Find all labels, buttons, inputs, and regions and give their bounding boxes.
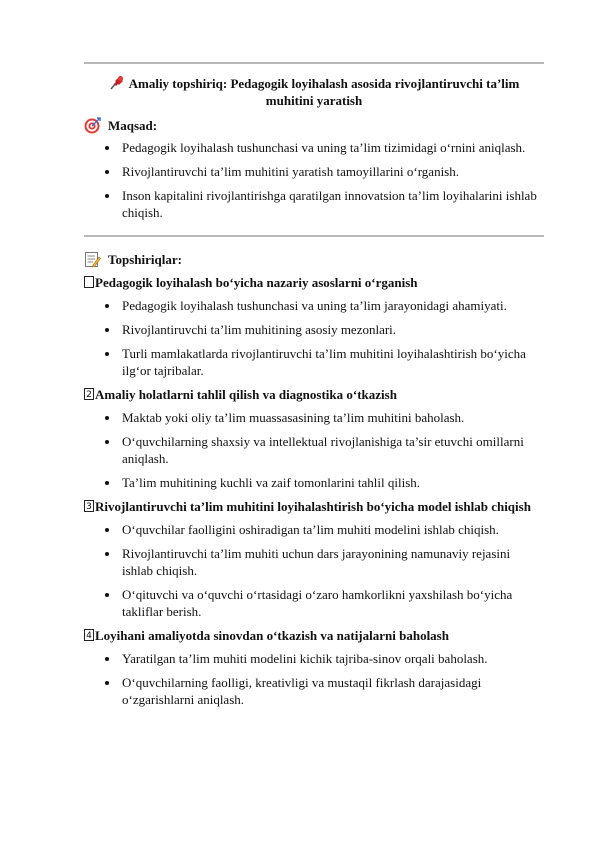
task-section-heading xyxy=(84,386,544,403)
section-number-badge: 3 xyxy=(84,500,94,512)
title-line-1: Amaliy topshiriq: Pedagogik loyihalash asosida rivojlantiruvchi ta’lim xyxy=(128,76,520,91)
list-item: O‘quvchilarning faolligi, kreativligi va mustaqil fikrlash darajasidagi o‘zgarishlarni aniqlash. xyxy=(84,674,544,708)
pushpin-icon xyxy=(109,75,125,90)
list-item: Rivojlantiruvchi ta’lim muhitini yaratish tamoyillarini o‘rganish. xyxy=(84,163,544,180)
middle-divider xyxy=(84,235,544,237)
section-bullet-list xyxy=(84,650,544,708)
top-divider xyxy=(84,62,544,64)
section-bullet-list xyxy=(84,409,544,491)
section-title: Pedagogik loyihalash bo‘yicha nazariy asoslarni o‘rganish xyxy=(95,275,418,290)
list-item: Yaratilgan ta’lim muhiti modelini kichik tajriba-sinov orqali baholash. xyxy=(84,650,544,667)
section-title: Rivojlantiruvchi ta’lim muhitini loyihalashtirish bo‘yicha model ishlab chiqish xyxy=(95,499,531,514)
document-page xyxy=(84,62,544,715)
task-section-heading xyxy=(84,498,544,515)
section-title: Amaliy holatlarni tahlil qilish va diagnostika o‘tkazish xyxy=(95,387,397,402)
list-item: Maktab yoki oliy ta’lim muassasasining ta’lim muhitini baholash. xyxy=(84,409,544,426)
list-item: Rivojlantiruvchi ta’lim muhiti uchun dars jarayonining namunaviy rejasini ishlab chiqish. xyxy=(84,545,544,579)
tasks-heading xyxy=(84,251,544,268)
list-item: Pedagogik loyihalash tushunchasi va uning ta’lim tizimidagi o‘rnini aniqlash. xyxy=(84,139,544,156)
task-section-heading xyxy=(84,274,544,291)
goal-list xyxy=(84,139,544,221)
goal-heading-label: Maqsad: xyxy=(108,118,158,133)
target-icon xyxy=(84,117,101,134)
task-section-heading xyxy=(84,627,544,644)
section-number-badge: 4 xyxy=(84,629,94,641)
section-bullet-list xyxy=(84,521,544,620)
section-title: Loyihani amaliyotda sinovdan o‘tkazish va natijalarni baholash xyxy=(95,628,449,643)
list-item: Ta’lim muhitining kuchli va zaif tomonlarini tahlil qilish. xyxy=(84,474,544,491)
list-item: O‘qituvchi va o‘quvchi o‘rtasidagi o‘zaro hamkorlikni yaxshilash bo‘yicha takliflar berish. xyxy=(84,586,544,620)
list-item: O‘quvchilarning shaxsiy va intellektual rivojlanishiga ta’sir etuvchi omillarni aniqlash. xyxy=(84,433,544,467)
section-number-badge: 2 xyxy=(84,388,94,400)
list-item: Inson kapitalini rivojlantirishga qaratilgan innovatsion ta’lim loyihalarini ishlab chiqish. xyxy=(84,187,544,221)
document-title xyxy=(84,75,544,109)
list-item: O‘quvchilar faolligini oshiradigan ta’lim muhiti modelini ishlab chiqish. xyxy=(84,521,544,538)
list-item: Turli mamlakatlarda rivojlantiruvchi ta’lim muhitini loyihalashtirish bo‘yicha ilg‘or tajribalar. xyxy=(84,345,544,379)
section-number-badge xyxy=(84,276,94,288)
title-line-2: muhitini yaratish xyxy=(265,93,363,108)
list-item: Rivojlantiruvchi ta’lim muhitining asosiy mezonlari. xyxy=(84,321,544,338)
task-sections xyxy=(84,274,544,708)
goal-heading xyxy=(84,117,544,134)
section-bullet-list xyxy=(84,297,544,379)
memo-icon xyxy=(84,251,101,268)
tasks-heading-label: Topshiriqlar: xyxy=(108,252,182,267)
list-item: Pedagogik loyihalash tushunchasi va uning ta’lim jarayonidagi ahamiyati. xyxy=(84,297,544,314)
